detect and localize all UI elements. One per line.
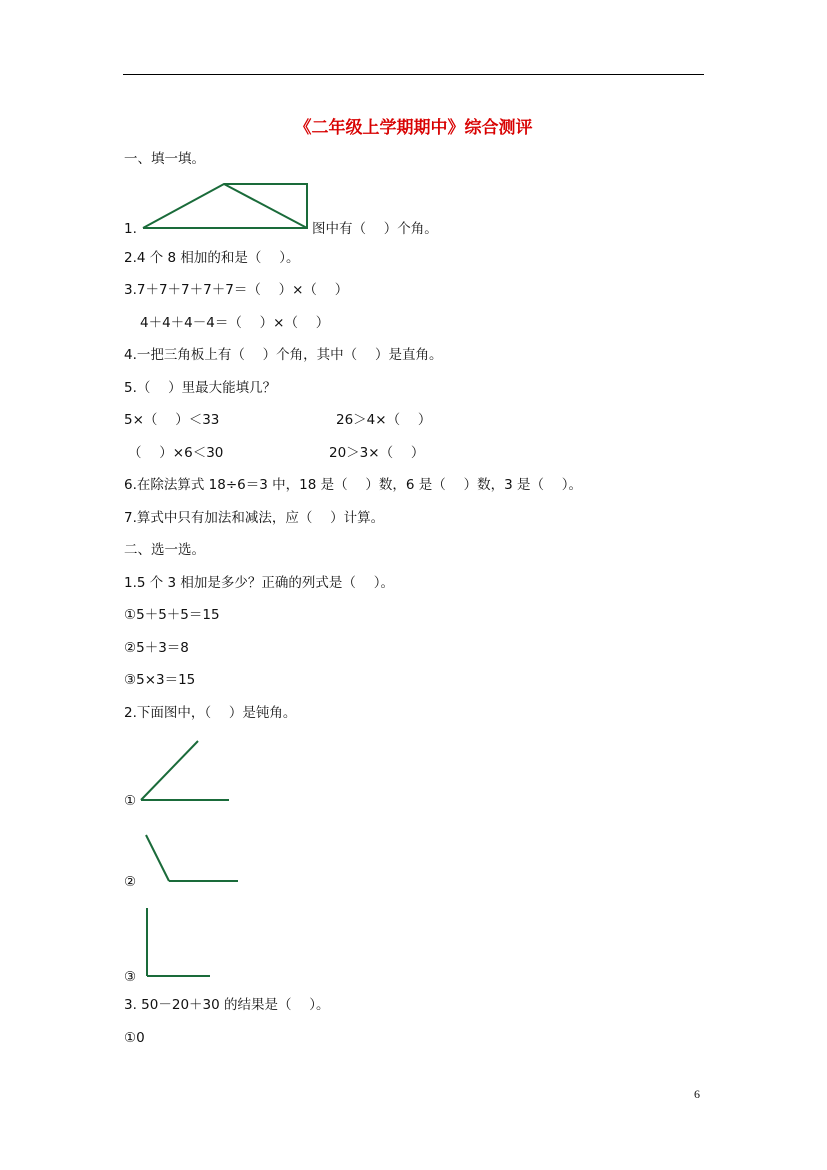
- q1-text: 图中有（ ）个角。: [312, 221, 438, 237]
- q3b-text: 4＋4＋4－4＝（ ）×（ ）: [140, 315, 330, 331]
- s2-q2-text: 2.下面图中，（ ）是钝角。: [124, 705, 297, 721]
- q2-text: 2.4 个 8 相加的和是（ ）。: [124, 250, 300, 266]
- q3a-text: 3.7＋7＋7＋7＋7＝（ ）×（ ）: [124, 282, 349, 298]
- q4-text: 4.一把三角板上有（ ）个角，其中（ ）是直角。: [124, 347, 443, 363]
- s2-q2-option1-label: ①: [124, 793, 137, 809]
- section2-heading: 二、选一选。: [124, 542, 205, 558]
- q5a-text: 5×（ ）＜33: [124, 412, 220, 428]
- page-title: 《二年级上学期期中》综合测评: [294, 118, 533, 138]
- s2-q3-option1: ①0: [124, 1030, 145, 1046]
- q5b-text: 26＞4×（ ）: [336, 412, 432, 428]
- s2-q1-option3: ③5×3＝15: [124, 672, 196, 688]
- s2-q1-option2: ②5＋3＝8: [124, 640, 189, 656]
- q1-angle-figure: [140, 180, 312, 232]
- acute-angle-figure: [138, 738, 234, 804]
- obtuse-angle-figure: [142, 832, 242, 886]
- s2-q1-text: 1.5 个 3 相加是多少？正确的列式是（ ）。: [124, 575, 394, 591]
- page-number: 6: [694, 1087, 700, 1101]
- q5-text: 5.（ ）里最大能填几？: [124, 380, 277, 396]
- q5d-text: 20＞3×（ ）: [329, 445, 425, 461]
- q6-text: 6.在除法算式 18÷6＝3 中，18 是（ ）数，6 是（ ）数，3 是（ ）。: [124, 477, 582, 493]
- q1-number: 1.: [124, 221, 137, 237]
- s2-q2-option3-label: ③: [124, 969, 137, 985]
- s2-q2-option2-label: ②: [124, 874, 137, 890]
- right-angle-figure: [143, 905, 215, 981]
- q7-text: 7.算式中只有加法和减法，应（ ）计算。: [124, 510, 385, 526]
- q5c-text: （ ）×6＜30: [128, 445, 224, 461]
- section1-heading: 一、填一填。: [124, 151, 205, 167]
- s2-q3-text: 3. 50－20＋30 的结果是（ ）。: [124, 997, 330, 1013]
- s2-q1-option1: ①5＋5＋5＝15: [124, 607, 220, 623]
- header-rule: [123, 74, 704, 75]
